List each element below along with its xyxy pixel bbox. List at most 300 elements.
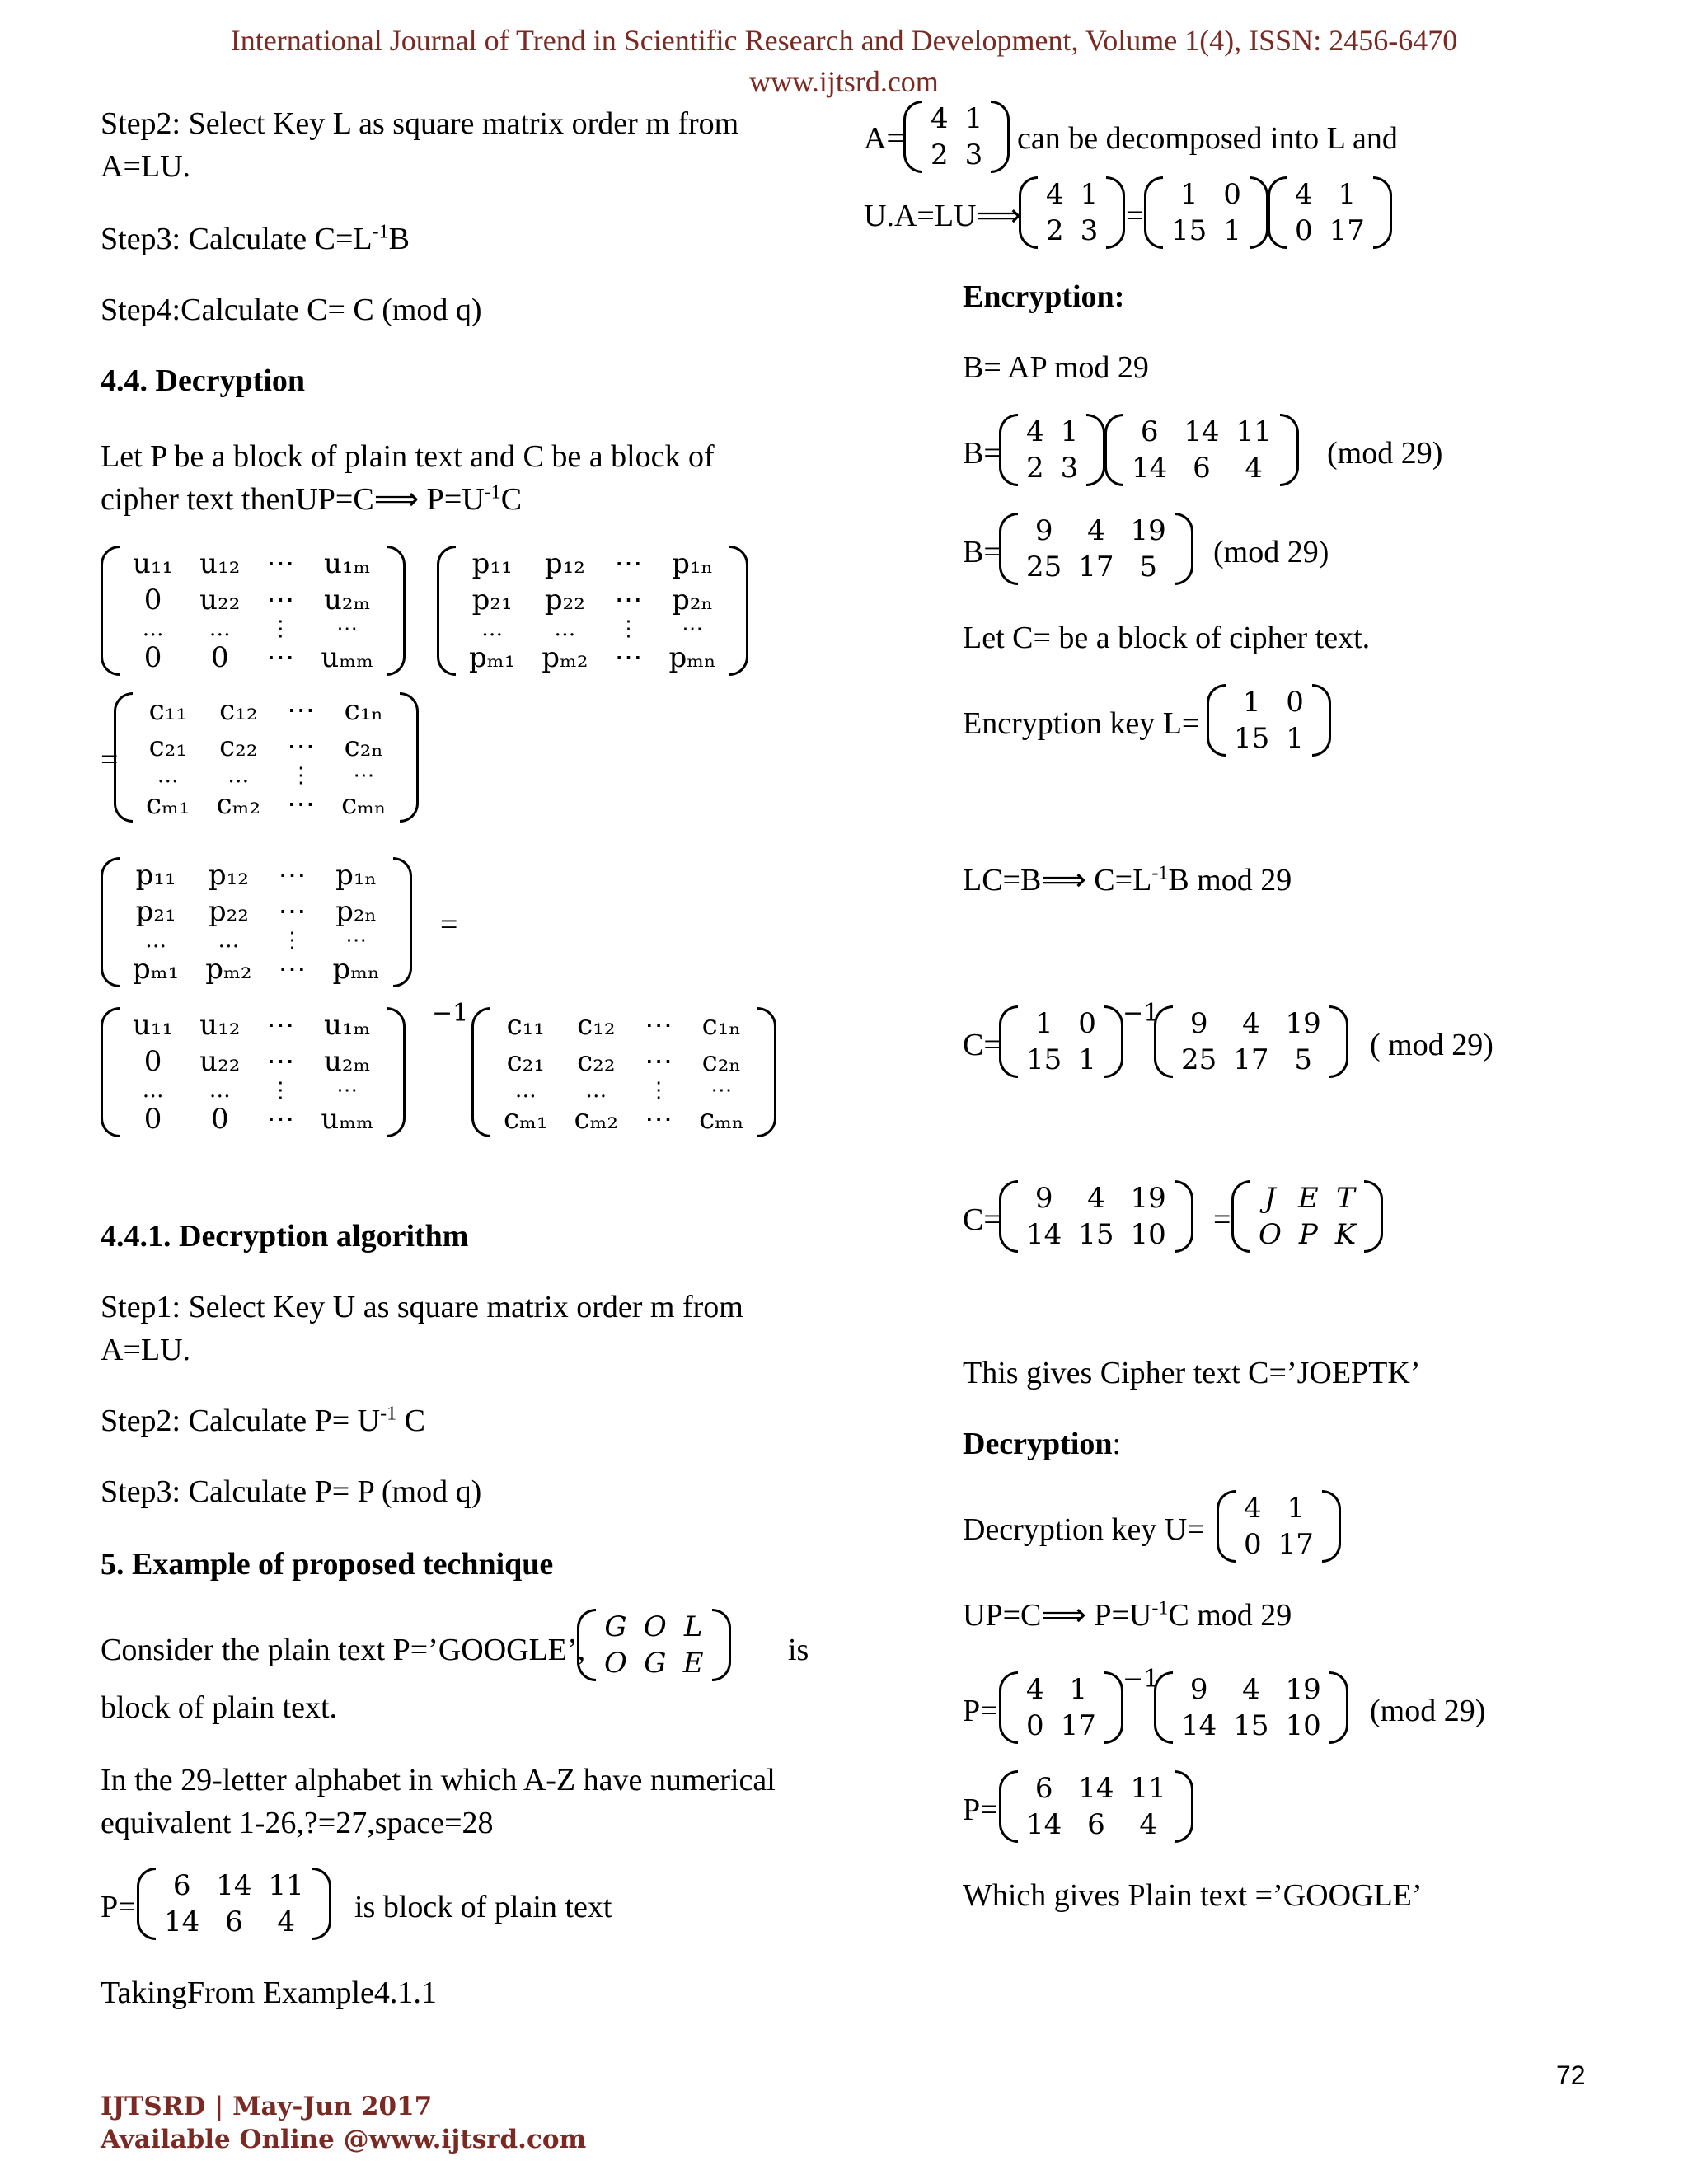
matrix-cell: 19	[1130, 514, 1166, 547]
matrix-cell: J	[1264, 1182, 1276, 1215]
left-paren	[1207, 684, 1226, 757]
matrix-c-letters	[1231, 1180, 1383, 1253]
matrix-cell: 25	[1026, 551, 1062, 583]
decryption-intro-line2: cipher text thenUP=C⟹ $P=U^{-1}C$	[101, 481, 523, 517]
matrix-cell: c₂₂	[219, 730, 258, 763]
matrix-cell: ⋮	[290, 763, 312, 788]
matrix-row	[120, 1007, 387, 1043]
matrix-body	[922, 101, 991, 173]
matrix-cell: 0	[1026, 1709, 1044, 1742]
matrix-cell: ⋯	[336, 1078, 359, 1103]
matrix-cell: ⋯	[645, 1045, 673, 1078]
matrix-cell: 11	[268, 1869, 304, 1902]
p1-label: P=	[963, 1694, 998, 1728]
matrix-body	[1018, 1770, 1175, 1843]
right-paren	[1329, 1671, 1348, 1744]
matrix-cell: pₘₙ	[668, 641, 716, 674]
p1-mod: (mod 29)	[1370, 1694, 1486, 1728]
matrix-cell: u₁₂	[199, 547, 241, 580]
matrix-cell: ⋯	[645, 1009, 673, 1042]
matrix-body	[1163, 176, 1250, 249]
matrix-row	[1123, 414, 1280, 450]
matrix-c-numbers	[999, 1180, 1193, 1253]
matrix-cell: 4	[931, 102, 949, 135]
right-paren	[1322, 1490, 1341, 1563]
right-paren	[1373, 176, 1392, 249]
matrix-cell: 11	[1236, 415, 1272, 448]
matrix-row	[456, 582, 729, 618]
matrix-cell: 15	[1234, 722, 1270, 755]
decryption-intro-line1: Let P be a block of plain text and C be a block of	[101, 439, 715, 474]
matrix-cell: 0	[1244, 1528, 1262, 1561]
matrix-cell: c₂ₙ	[344, 730, 384, 763]
matrix-row	[1236, 1490, 1322, 1526]
right-paren	[1329, 1005, 1348, 1078]
matrix-cell: p₂₁	[135, 895, 176, 928]
matrix-b-c1	[1154, 1005, 1348, 1078]
matrix-cell: ⋯	[266, 547, 295, 580]
matrix-cell: p₂₁	[471, 583, 513, 616]
p2-label: P=	[963, 1793, 998, 1827]
matrix-row	[1173, 1671, 1329, 1708]
b-formula: B= AP mod 29	[963, 350, 1149, 385]
matrix-row	[120, 1101, 387, 1137]
matrix-cell: ⋯	[645, 1103, 673, 1136]
matrix-p-eq1	[437, 546, 748, 676]
matrix-row	[120, 951, 393, 987]
left-paren	[101, 546, 120, 676]
right-paren	[312, 1868, 331, 1940]
matrix-cell: 14	[1181, 1709, 1217, 1742]
right-paren	[400, 692, 419, 823]
matrix-row	[1226, 720, 1312, 757]
matrix-row	[1018, 450, 1086, 486]
matrix-row	[133, 729, 400, 765]
matrix-cell: c₂ₙ	[701, 1045, 742, 1078]
matrix-a-b1	[999, 414, 1105, 486]
matrix-cell: c₁ₙ	[344, 694, 384, 727]
encryption-step2-line2: A=LU.	[101, 149, 191, 184]
matrix-row	[120, 893, 393, 930]
matrix-cell: p₁₁	[471, 547, 513, 580]
matrix-u-eq2	[101, 1007, 406, 1137]
matrix-cell: c₁₁	[148, 694, 187, 727]
alphabet-line1: In the 29-letter alphabet in which A-Z have numerical	[101, 1763, 776, 1797]
matrix-cell: 1	[1179, 178, 1198, 211]
matrix-cell: …	[585, 1078, 607, 1103]
matrix-cell: 0	[143, 583, 162, 616]
matrix-row	[596, 1609, 712, 1645]
matrix-row	[1226, 684, 1312, 720]
left-paren	[1144, 176, 1163, 249]
matrix-cell: c₂₁	[506, 1045, 545, 1078]
matrix-cell: 5	[1294, 1043, 1312, 1076]
matrix-cell: 1	[1338, 178, 1357, 211]
matrix-cell: p₂₂	[208, 895, 249, 928]
matrix-cell: O	[604, 1647, 627, 1680]
decryption-step2: Step2: Calculate $P= U^{-1}$ C	[101, 1403, 425, 1438]
left-paren	[437, 546, 456, 676]
matrix-body	[456, 546, 729, 676]
matrix-row	[456, 546, 729, 582]
matrix-p-eq2	[101, 857, 412, 987]
left-paren	[1154, 1005, 1173, 1078]
matrix-cell: 25	[1181, 1043, 1217, 1076]
matrix-cell: 1	[1242, 686, 1261, 719]
left-paren	[101, 857, 120, 987]
right-paren	[757, 1007, 776, 1137]
matrix-cell: 1	[1078, 1043, 1096, 1076]
matrix-cell: 19	[1130, 1182, 1166, 1215]
c1-label: C=	[963, 1028, 1001, 1062]
matrix-row	[490, 1007, 757, 1043]
matrix-cell: …	[514, 1078, 537, 1103]
matrix-row	[120, 582, 387, 618]
a-decompose-text: can be decomposed into L and	[1017, 121, 1398, 156]
encryption-heading: Encryption:	[963, 279, 1125, 314]
matrix-row	[1018, 1005, 1104, 1042]
matrix-row	[1163, 176, 1250, 213]
p-label: P=	[101, 1890, 136, 1924]
matrix-cell: 4	[1295, 178, 1313, 211]
matrix-cell: …	[227, 763, 250, 788]
b1-mod: (mod 29)	[1327, 436, 1443, 471]
matrix-cell: ⋯	[287, 694, 316, 727]
matrix-cell: cₘ₁	[146, 788, 190, 821]
matrix-cell: …	[142, 616, 164, 641]
matrix-cell: …	[209, 616, 231, 641]
matrix-cell: ⋯	[278, 953, 307, 986]
p1-inverse-exponent: −1	[1123, 1665, 1160, 1694]
matrix-cell: ⋮	[281, 928, 303, 953]
matrix-cell: 1	[1223, 214, 1241, 247]
matrix-cell: 1	[964, 102, 983, 135]
left-paren	[101, 1007, 120, 1137]
matrix-cell: 4	[1026, 415, 1044, 448]
matrix-row	[1018, 1180, 1175, 1216]
left-paren	[577, 1609, 596, 1681]
matrix-cell: 1	[1080, 178, 1099, 211]
matrix-cell: 4	[1242, 1007, 1260, 1040]
matrix-cell: ⋯	[278, 895, 307, 928]
matrix-cell: 6	[1034, 1772, 1053, 1805]
matrix-cell: 17	[1060, 1709, 1096, 1742]
matrix-cell: p₂₂	[544, 583, 585, 616]
decryption-step3: Step3: Calculate P= P (mod q)	[101, 1474, 482, 1509]
matrix-cell: 9	[1189, 1673, 1208, 1706]
right-paren	[1086, 414, 1105, 486]
matrix-cell: c₁₁	[506, 1009, 545, 1042]
matrix-c-eq1	[114, 692, 419, 823]
matrix-cell: 9	[1034, 514, 1053, 547]
equals-sign-eq1: =	[101, 743, 119, 777]
matrix-row	[1018, 1042, 1104, 1078]
matrix-row	[1038, 213, 1106, 249]
right-paren	[1280, 414, 1299, 486]
matrix-u-eq1	[101, 546, 406, 676]
matrix-row	[120, 1043, 387, 1080]
journal-header: International Journal of Trend in Scientific Research and Development, Volume 1(4), ISSN: 2456-6470	[230, 24, 1458, 57]
matrix-row	[120, 640, 387, 676]
matrix-cell: pₘ₁	[469, 641, 516, 674]
matrix-cell: p₁ₙ	[335, 859, 377, 892]
matrix-cell: u₁₁	[133, 1009, 174, 1042]
p-block-caption: is block of plain text	[354, 1890, 612, 1924]
matrix-cell: 14	[1184, 415, 1220, 448]
matrix-cell: ⋯	[614, 583, 643, 616]
matrix-cell: pₘ₁	[133, 953, 180, 986]
journal-url: www.ijtsrd.com	[749, 65, 939, 98]
matrix-cell: ⋯	[278, 859, 307, 892]
matrix-cell: ⋯	[614, 547, 643, 580]
a-label: A=	[864, 121, 904, 156]
matrix-cell: p₁ₙ	[672, 547, 714, 580]
matrix-cell: u₁ₘ	[323, 1009, 371, 1042]
matrix-cell: 14	[1026, 1808, 1062, 1841]
matrix-cell: ⋯	[336, 616, 359, 641]
matrix-cell: 0	[1223, 178, 1241, 211]
b2-label: B=	[963, 535, 1001, 569]
footer-journal-issue: IJTSRD | May-Jun 2017	[101, 2092, 433, 2121]
matrix-cell: pₘ₂	[542, 641, 588, 674]
c1-mod: ( mod 29)	[1370, 1028, 1493, 1062]
matrix-cell: 10	[1285, 1709, 1321, 1742]
decryption-key-label: Decryption key U=	[963, 1512, 1205, 1547]
matrix-cell: 0	[210, 641, 229, 674]
matrix-cell: p₁₂	[208, 859, 249, 892]
equals-sign-eq2: =	[440, 907, 458, 942]
matrix-cell: 17	[1078, 551, 1114, 583]
right-paren	[1312, 684, 1331, 757]
matrix-cell: K	[1334, 1218, 1357, 1251]
matrix-cell: 17	[1278, 1528, 1314, 1561]
matrix-cell: ⋯	[287, 730, 316, 763]
matrix-body	[1018, 1180, 1175, 1253]
encryption-step3: Step3: Calculate $C=L^{-1}B$	[101, 221, 410, 256]
left-paren	[999, 414, 1018, 486]
matrix-row	[1173, 1708, 1329, 1744]
matrix-cell: uₘₘ	[321, 641, 373, 674]
footer-available-online: Available Online @www.ijtsrd.com	[101, 2125, 587, 2154]
gives-cipher-text: This gives Cipher text C=’JOEPTK’	[963, 1356, 1421, 1390]
matrix-cell: 4	[277, 1905, 295, 1938]
matrix-cell: p₂ₙ	[335, 895, 377, 928]
consider-line2: block of plain text.	[101, 1690, 338, 1725]
matrix-cell: E	[682, 1647, 704, 1680]
matrix-row	[922, 137, 991, 173]
matrix-row	[1018, 549, 1175, 585]
matrix-cell: O	[1259, 1218, 1282, 1251]
matrix-row	[1018, 1216, 1175, 1253]
matrix-row	[1018, 1807, 1175, 1843]
matrix-body	[1173, 1671, 1329, 1744]
matrix-cell: cₘ₂	[216, 788, 261, 821]
matrix-cell: 0	[143, 1045, 162, 1078]
matrix-cell: 0	[143, 641, 162, 674]
matrix-row	[1038, 176, 1106, 213]
matrix-body	[1018, 1005, 1104, 1078]
matrix-body	[1123, 414, 1280, 486]
matrix-row	[1163, 213, 1250, 249]
right-paren	[1106, 176, 1125, 249]
matrix-cell: u₁₂	[199, 1009, 241, 1042]
matrix-cell: 15	[1233, 1709, 1269, 1742]
matrix-body	[120, 857, 393, 987]
matrix-body	[1018, 513, 1175, 585]
matrix-cell: 4	[1139, 1808, 1157, 1841]
matrix-cell: O	[643, 1610, 667, 1643]
matrix-a-intro	[903, 101, 1010, 173]
ua-label: U.A=LU⟹	[864, 199, 1021, 233]
matrix-body	[1173, 1005, 1329, 1078]
matrix-cell: 0	[1078, 1007, 1096, 1040]
matrix-plain-numbers	[137, 1868, 331, 1940]
right-paren	[387, 1007, 406, 1137]
matrix-body	[1250, 1180, 1364, 1253]
matrix-cell: 15	[1171, 214, 1207, 247]
matrix-cell: 14	[164, 1905, 200, 1938]
matrix-cell: ⋮	[617, 616, 640, 641]
matrix-cell: p₂ₙ	[672, 583, 714, 616]
right-paren	[712, 1609, 731, 1681]
matrix-cell: c₁ₙ	[701, 1009, 742, 1042]
matrix-cell: …	[218, 928, 240, 953]
matrix-cell: c₁₂	[219, 694, 258, 727]
matrix-row	[120, 1080, 387, 1101]
matrix-cell: 1	[1069, 1673, 1088, 1706]
encryption-step4: Step4:Calculate C= C (mod q)	[101, 293, 482, 327]
left-paren	[114, 692, 133, 823]
matrix-cell: 4	[1046, 178, 1064, 211]
matrix-body	[133, 692, 400, 823]
left-paren	[1019, 176, 1038, 249]
let-c-text: Let C= be a block of cipher text.	[963, 621, 1371, 655]
matrix-cell: …	[209, 1078, 231, 1103]
matrix-cell: G	[644, 1647, 667, 1680]
matrix-cell: cₘₙ	[341, 788, 387, 821]
left-paren	[1217, 1490, 1236, 1563]
matrix-row	[456, 640, 729, 676]
left-paren	[1231, 1180, 1250, 1253]
matrix-cell: E	[1297, 1182, 1319, 1215]
encryption-step2-line1: Step2: Select Key L as square matrix order m from	[101, 106, 739, 141]
c2-label: C=	[963, 1202, 1001, 1237]
matrix-cell: u₁ₘ	[323, 547, 371, 580]
matrix-cell: 2	[1026, 452, 1044, 485]
encryption-key-label: Encryption key L=	[963, 706, 1200, 741]
matrix-row	[1287, 213, 1373, 249]
c1-inverse-exponent: −1	[1123, 999, 1160, 1028]
left-paren	[471, 1007, 490, 1137]
matrix-cell: 15	[1026, 1043, 1062, 1076]
right-paren	[393, 857, 412, 987]
matrix-cell: cₘₙ	[699, 1103, 744, 1136]
matrix-body	[1018, 414, 1086, 486]
matrix-row	[490, 1080, 757, 1101]
matrix-row	[596, 1645, 712, 1681]
matrix-row	[1018, 414, 1086, 450]
matrix-cell: …	[554, 616, 576, 641]
matrix-cell: p₁₂	[544, 547, 585, 580]
matrix-google-letters	[577, 1609, 731, 1681]
matrix-cell: 4	[1244, 1492, 1262, 1525]
page-number: 72	[1556, 2060, 1586, 2090]
matrix-u-ua	[1268, 176, 1392, 249]
matrix-cell: 3	[964, 138, 983, 171]
matrix-cell: c₂₂	[577, 1045, 616, 1078]
matrix-body	[1236, 1490, 1322, 1563]
matrix-row	[456, 618, 729, 640]
matrix-cell: 0	[210, 1103, 229, 1136]
matrix-body	[120, 546, 387, 676]
matrix-cell: ⋯	[345, 928, 368, 953]
right-paren	[1104, 1005, 1123, 1078]
matrix-cell: 19	[1285, 1007, 1321, 1040]
matrix-row	[1123, 450, 1280, 486]
matrix-row	[120, 618, 387, 640]
matrix-l-key	[1207, 684, 1331, 757]
matrix-l-ua	[1144, 176, 1268, 249]
matrix-row	[133, 786, 400, 823]
matrix-row	[120, 930, 393, 951]
matrix-cell: ⋯	[682, 616, 704, 641]
matrix-cell: ⋯	[266, 1009, 295, 1042]
b2-mod: (mod 29)	[1213, 535, 1329, 569]
matrix-cell: 10	[1130, 1218, 1166, 1251]
matrix-cell: 6	[1193, 452, 1211, 485]
matrix-cell: u₂₂	[199, 1045, 241, 1078]
matrix-cell: 6	[225, 1905, 243, 1938]
matrix-cell: 1	[1286, 722, 1304, 755]
matrix-cell: 4	[1242, 1673, 1260, 1706]
matrix-cell: ⋯	[710, 1078, 733, 1103]
matrix-row	[156, 1904, 312, 1940]
matrix-cell: 17	[1233, 1043, 1269, 1076]
matrix-body	[1038, 176, 1106, 249]
section-4-4-heading: 4.4. Decryption	[101, 363, 306, 398]
matrix-cell: ⋯	[266, 583, 295, 616]
matrix-row	[120, 546, 387, 582]
matrix-u-p1	[999, 1671, 1123, 1744]
right-paren	[387, 546, 406, 676]
matrix-cell: 17	[1329, 214, 1365, 247]
matrix-cell: …	[145, 928, 167, 953]
matrix-row	[133, 692, 400, 729]
matrix-cell: 4	[1026, 1673, 1044, 1706]
right-paren	[1250, 176, 1268, 249]
matrix-cell: 19	[1285, 1673, 1321, 1706]
left-paren	[999, 1671, 1018, 1744]
matrix-cell: c₂₁	[148, 730, 187, 763]
matrix-row	[1173, 1005, 1329, 1042]
matrix-row	[490, 1101, 757, 1137]
matrix-cell: 0	[1286, 686, 1304, 719]
matrix-cell: 3	[1060, 452, 1079, 485]
lc-formula: LC=B⟹ $C=L^{-1}B$ mod 29	[963, 862, 1292, 898]
right-paren	[1175, 1180, 1193, 1253]
inverse-exponent: −1	[432, 999, 469, 1028]
matrix-cell: G	[604, 1610, 627, 1643]
left-paren	[1268, 176, 1287, 249]
matrix-body	[596, 1609, 712, 1681]
matrix-cell: u₁₁	[133, 547, 174, 580]
matrix-cell: 4	[1087, 514, 1105, 547]
alphabet-line2: equivalent 1-26,?=27,space=28	[101, 1806, 494, 1840]
matrix-row	[922, 101, 991, 137]
left-paren	[999, 1005, 1018, 1078]
matrix-row	[1018, 513, 1175, 549]
matrix-row	[1018, 1770, 1175, 1807]
